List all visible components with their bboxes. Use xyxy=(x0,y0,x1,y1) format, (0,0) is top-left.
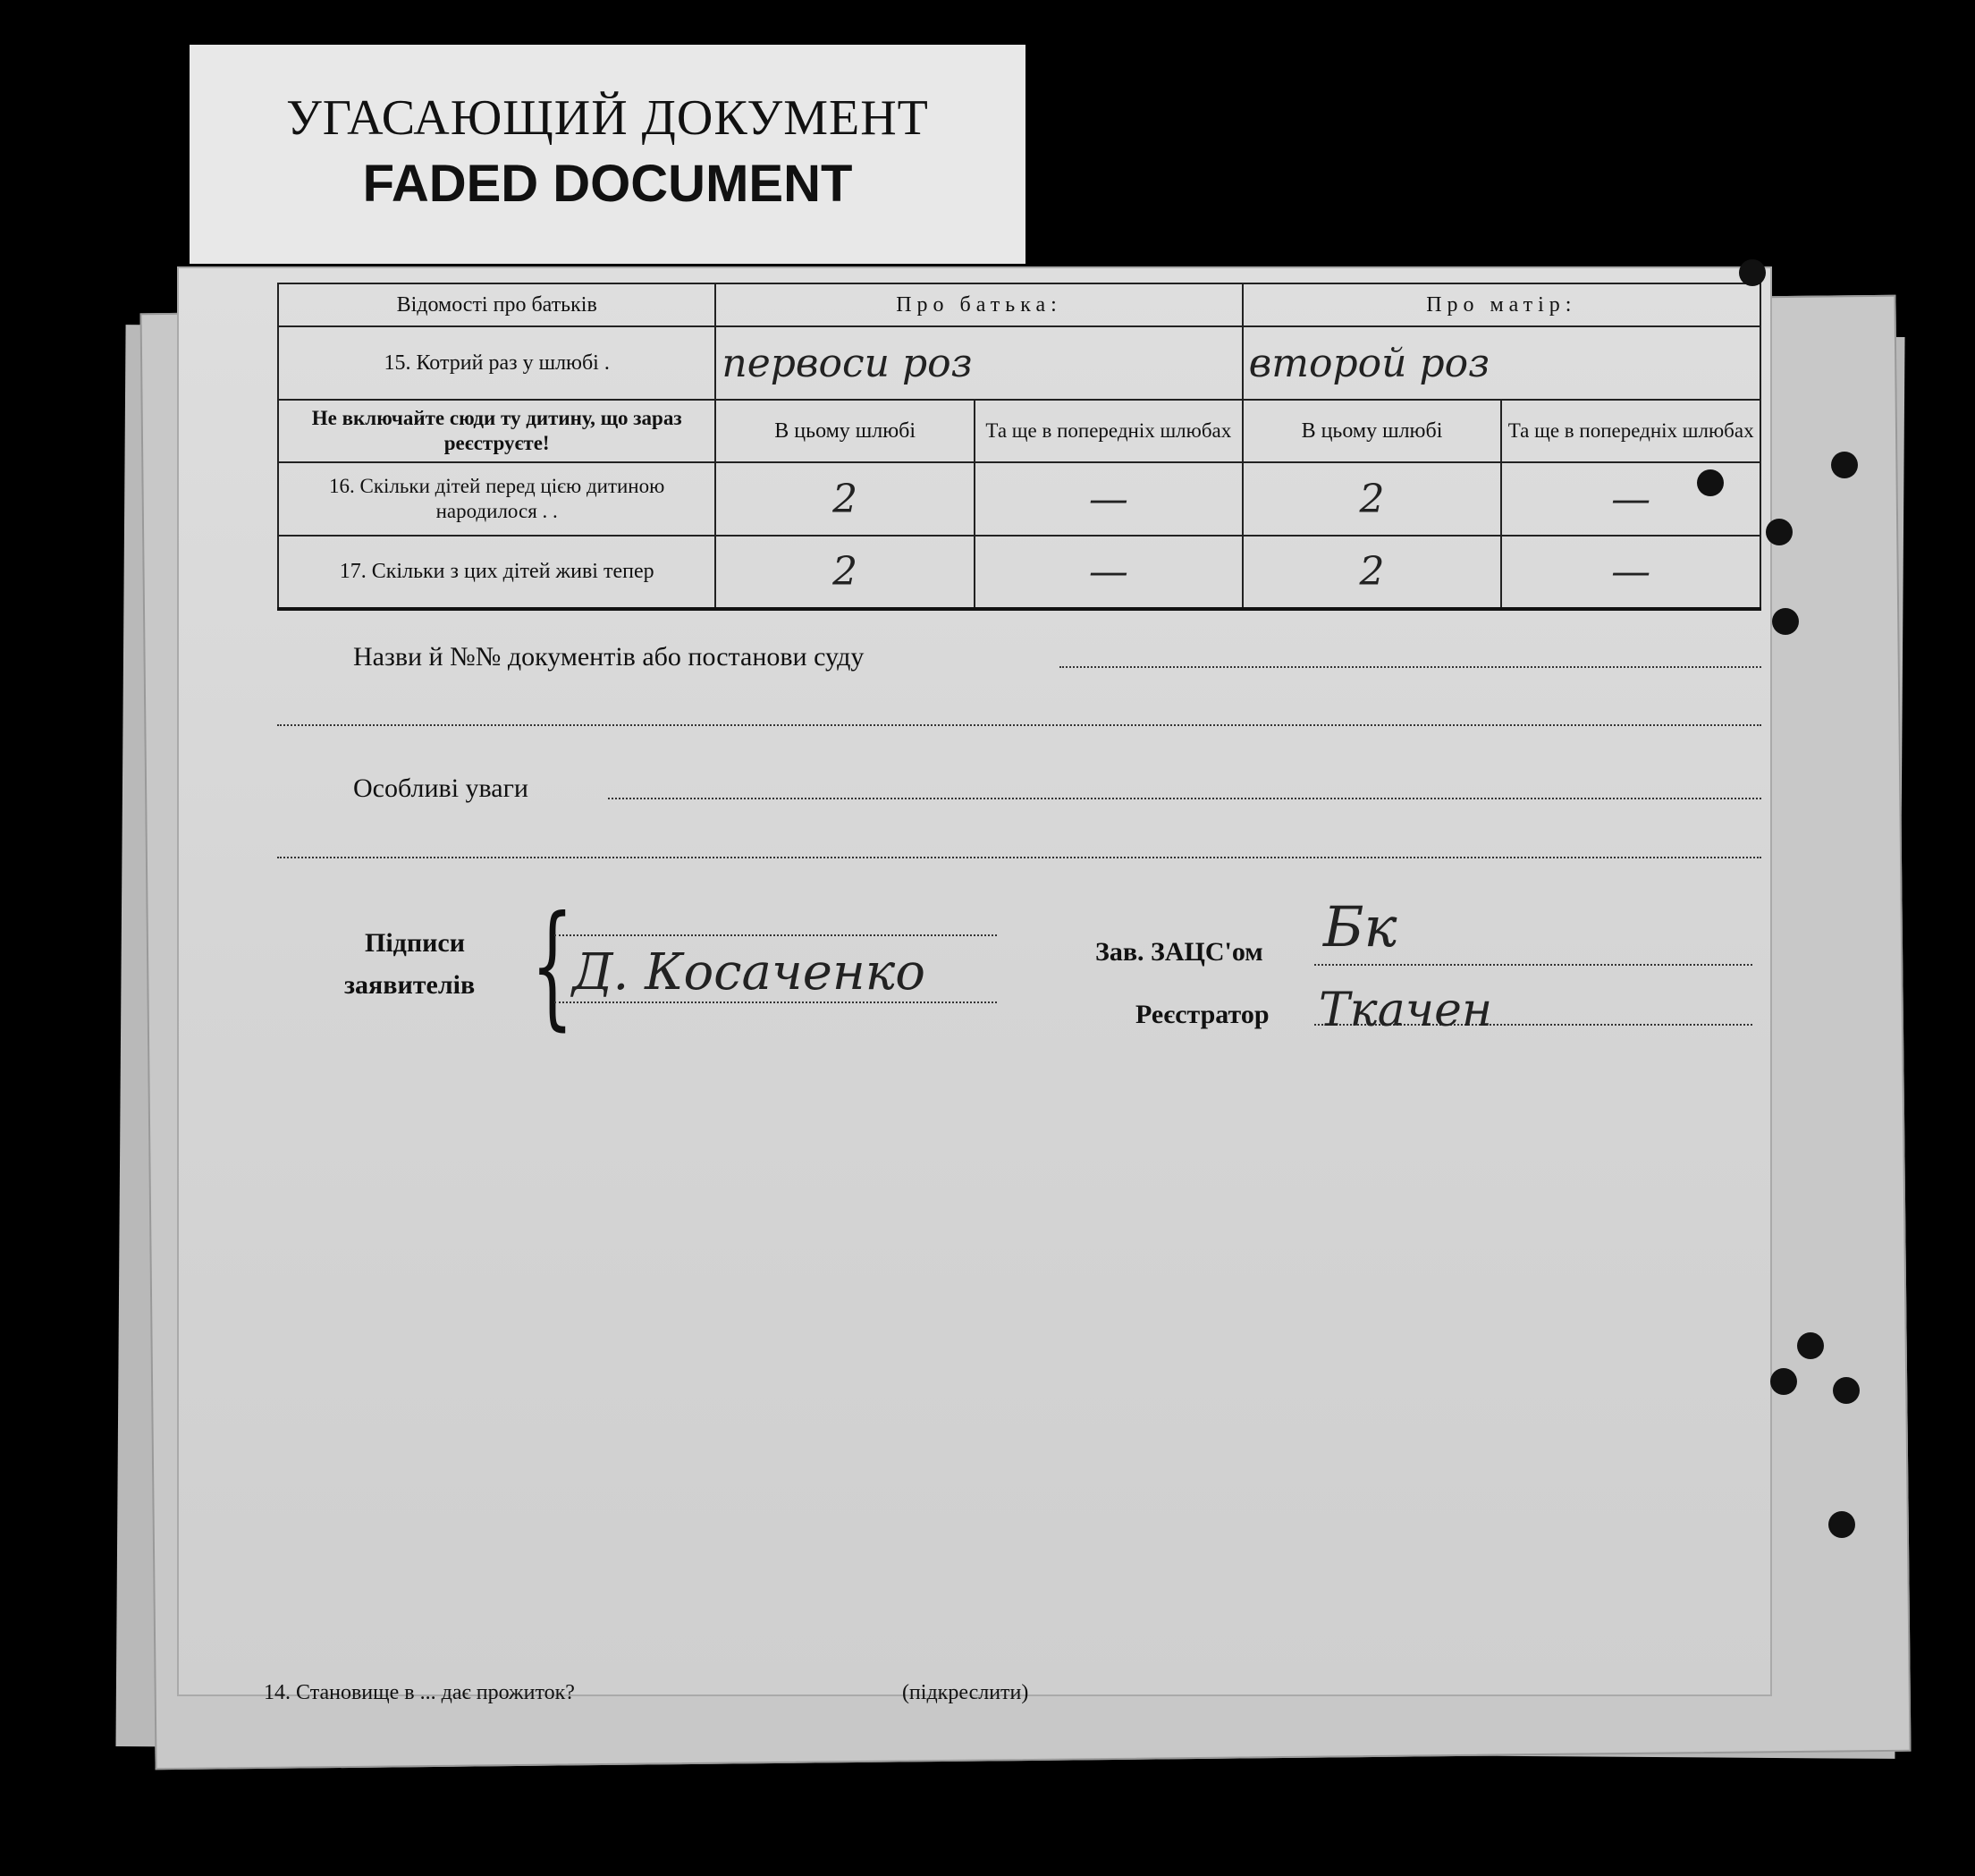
header-mother: Про матір: xyxy=(1243,283,1760,326)
row17-mother-prev: — xyxy=(1501,536,1760,609)
applicant-line-1 xyxy=(554,934,997,936)
row17-father-this: 2 xyxy=(715,536,975,609)
punch-hole xyxy=(1772,608,1799,635)
row15-father-value: первоси роз xyxy=(715,326,1242,400)
row-16 xyxy=(278,462,1760,536)
row16-father-this: 2 xyxy=(715,462,975,536)
row17-label: 17. Скільки з цих дітей живі тепер xyxy=(278,536,715,609)
punch-hole xyxy=(1770,1368,1797,1395)
subheader-this-mother: В цьому шлюбі xyxy=(1243,400,1502,462)
label-en: FADED DOCUMENT xyxy=(362,155,853,213)
subheader-prev-mother: Та ще в попередніх шлюбах xyxy=(1501,400,1760,462)
row-15 xyxy=(278,326,1760,400)
applicant-line-2 xyxy=(554,1001,997,1003)
punch-hole xyxy=(1828,1511,1855,1538)
header-father: Про батька: xyxy=(715,283,1242,326)
row16-father-prev: — xyxy=(975,462,1243,536)
bottom-row-14 xyxy=(264,1681,1028,1705)
applicants-label-2: заявителів xyxy=(344,970,476,1000)
label-ru: УГАСАЮЩИЙ ДОКУМЕНТ xyxy=(286,90,929,146)
punch-hole xyxy=(1697,469,1724,496)
documents-field-label: Назви й №№ документів або постанови суду xyxy=(353,642,865,672)
punch-hole xyxy=(1739,259,1766,286)
documents-line-2 xyxy=(277,724,1761,726)
registrar-signature: Ткачен xyxy=(1319,984,1493,1037)
row15-label: 15. Котрий раз у шлюбі . xyxy=(278,326,715,400)
subheader-prev-father: Та ще в попередніх шлюбах xyxy=(975,400,1243,462)
head-signature: Бк xyxy=(1323,894,1397,959)
punch-hole xyxy=(1833,1377,1860,1404)
head-label: Зав. ЗАЦС'ом xyxy=(1095,937,1263,967)
header-col0: Відомості про батьків xyxy=(278,283,715,326)
subheader-note: Не включайте сюди ту дитину, що зараз реєструєте! xyxy=(278,400,715,462)
row16-mother-prev: — xyxy=(1501,462,1760,536)
row16-label: 16. Скільки дітей перед цією дитиною народилося . . xyxy=(278,462,715,536)
underline-note: (підкреслити) xyxy=(901,1681,1029,1704)
applicant-signature: Д. Косаченко xyxy=(572,943,925,1001)
punch-hole xyxy=(1831,452,1858,478)
head-line xyxy=(1314,964,1752,966)
punch-hole xyxy=(1797,1332,1824,1359)
row15-mother-value: второй роз xyxy=(1243,326,1760,400)
row17-father-prev: — xyxy=(975,536,1243,609)
notes-line xyxy=(608,798,1761,799)
registrar-label: Реєстратор xyxy=(1135,1000,1270,1029)
row17-mother-this: 2 xyxy=(1243,536,1502,609)
table-header-row xyxy=(278,283,1760,326)
subheader-row xyxy=(278,400,1760,462)
faded-document-label xyxy=(190,45,1025,264)
punch-hole xyxy=(1766,519,1793,545)
document-page xyxy=(179,268,1770,1694)
notes-line-2 xyxy=(277,857,1761,858)
subheader-this-father: В цьому шлюбі xyxy=(715,400,975,462)
documents-line xyxy=(1059,666,1761,668)
parents-table xyxy=(277,283,1761,611)
notes-field-label: Особливі уваги xyxy=(353,773,528,803)
applicants-label-1: Підписи xyxy=(365,928,466,958)
applicants-brace: { xyxy=(530,888,574,1044)
row14-label: 14. Становище в ... дає прожиток? xyxy=(264,1681,575,1704)
row-17 xyxy=(278,536,1760,609)
row16-mother-this: 2 xyxy=(1243,462,1502,536)
